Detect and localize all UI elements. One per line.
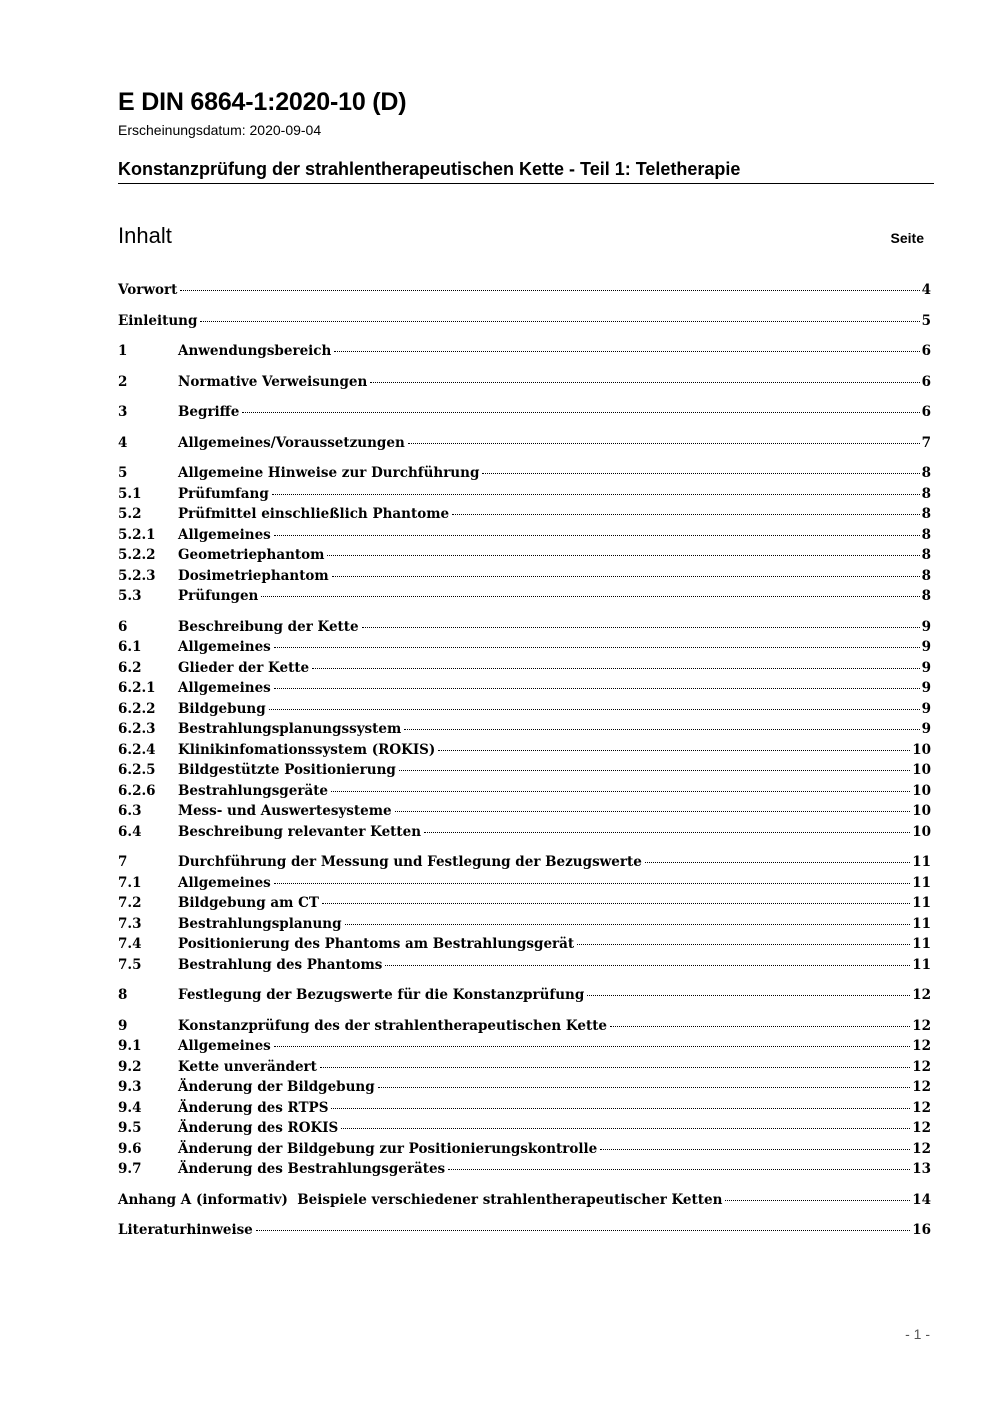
- toc-entry-page: 12: [912, 1120, 931, 1136]
- toc-entry[interactable]: [118, 985, 931, 1006]
- toc-leader: [332, 576, 920, 577]
- toc-entry-page: 5: [921, 312, 931, 329]
- toc-entry-page: 6: [921, 404, 931, 420]
- toc-entry-label: Allgemeines: [178, 1038, 271, 1054]
- toc-entry-page: 10: [912, 803, 931, 819]
- toc-entry[interactable]: [118, 280, 931, 301]
- toc-entry-number: 6: [118, 618, 128, 635]
- toc-entry-number: 5: [118, 465, 128, 481]
- toc-entry-label: Glieder der Kette: [178, 659, 310, 676]
- toc-leader: [482, 473, 919, 474]
- toc-entry-page: 11: [912, 874, 931, 891]
- toc-entry-label: Bestrahlungsplanung: [178, 915, 342, 932]
- toc-entry-number: 9.7: [118, 1161, 142, 1177]
- toc-entry-number: 6.2.2: [118, 700, 156, 717]
- toc-entry-number: 7.5: [118, 956, 142, 973]
- toc-entry-label: Bildgebung am CT: [178, 895, 319, 911]
- toc-leader: [331, 791, 910, 792]
- toc-entry-number: 5.2.2: [118, 547, 156, 563]
- toc-entry-label: Änderung der Bildgebung: [178, 1079, 375, 1095]
- toc-entry-label: Durchführung der Messung und Festlegung der Bezugswerte: [178, 854, 642, 870]
- toc-entry-page: 8: [921, 588, 931, 604]
- toc-entry-page: 11: [912, 854, 931, 870]
- toc-entry[interactable]: [118, 760, 931, 781]
- toc-leader: [610, 1026, 910, 1027]
- toc-entry-number: 4: [118, 434, 128, 451]
- toc-entry-page: 8: [921, 526, 931, 543]
- toc-entry-label: Änderung des RTPS: [178, 1099, 329, 1116]
- toc-entry-page: 12: [912, 987, 931, 1003]
- toc-entry-page: 9: [921, 700, 931, 717]
- toc-entry-label: Vorwort: [118, 282, 178, 298]
- toc-entry-label: Bestrahlung des Phantoms: [178, 956, 383, 973]
- toc-entry[interactable]: [118, 893, 931, 914]
- toc-entry-number: 6.4: [118, 823, 142, 840]
- toc-entry-label: Allgemeines: [178, 526, 271, 543]
- toc-entry[interactable]: [118, 545, 931, 566]
- toc-entry-label: Festlegung der Bezugswerte für die Konstanzprüfung: [178, 987, 585, 1003]
- toc-entry[interactable]: [118, 873, 931, 894]
- toc-leader: [180, 290, 919, 291]
- toc-entry-number: 7.4: [118, 936, 142, 952]
- toc-entry-number: 9.1: [118, 1038, 142, 1054]
- toc-entry[interactable]: [118, 525, 931, 546]
- toc-entry-page: 10: [912, 762, 931, 778]
- toc-entry-page: 9: [921, 639, 931, 655]
- toc-entry-number: 6.2.4: [118, 741, 156, 758]
- document-id: E DIN 6864-1:2020-10 (D): [118, 88, 407, 116]
- toc-entry-number: 7.3: [118, 915, 142, 932]
- toc-entry[interactable]: [118, 586, 931, 607]
- toc-entry-number: 2: [118, 373, 128, 390]
- toc-entry[interactable]: [118, 1159, 931, 1180]
- title-divider: [118, 183, 934, 184]
- toc-entry[interactable]: [118, 311, 931, 332]
- toc-entry[interactable]: [118, 433, 931, 454]
- toc-entry[interactable]: [118, 955, 931, 976]
- toc-entry-number: 8: [118, 987, 128, 1003]
- toc-leader: [256, 1230, 910, 1231]
- toc-entry-page: 16: [912, 1222, 931, 1238]
- toc-entry-label: Änderung des ROKIS: [178, 1120, 339, 1136]
- toc-entry[interactable]: [118, 801, 931, 822]
- toc-leader: [395, 811, 911, 812]
- toc-leader: [272, 494, 920, 495]
- toc-entry-page: 8: [921, 547, 931, 563]
- toc-entry-label: Allgemeine Hinweise zur Durchführung: [178, 465, 480, 481]
- toc-entry-label: Kette unverändert: [178, 1058, 317, 1075]
- toc-leader: [362, 627, 920, 628]
- toc-entry-label: Prüfungen: [178, 588, 259, 604]
- toc-entry-label: Änderung des Bestrahlungsgerätes: [178, 1161, 446, 1177]
- toc-entry[interactable]: [118, 678, 931, 699]
- toc-leader: [320, 1067, 910, 1068]
- toc-entry-number: 9: [118, 1017, 128, 1034]
- toc-entry-page: 10: [912, 823, 931, 840]
- toc-entry-page: 13: [912, 1161, 931, 1177]
- toc-leader: [370, 382, 919, 383]
- toc-leader: [399, 770, 910, 771]
- toc-entry[interactable]: [118, 1220, 931, 1241]
- toc-leader: [448, 1169, 910, 1170]
- toc-entry[interactable]: [118, 740, 931, 761]
- toc-entry[interactable]: [118, 658, 931, 679]
- toc-leader: [385, 965, 910, 966]
- toc-entry[interactable]: [118, 781, 931, 802]
- toc-entry-number: 7.1: [118, 874, 142, 891]
- toc-leader: [322, 903, 910, 904]
- toc-entry-number: 5.1: [118, 485, 142, 502]
- toc-entry-label: Begriffe: [178, 404, 240, 420]
- toc-leader: [577, 944, 910, 945]
- toc-entry-label: Änderung der Bildgebung zur Positionierungskontrolle: [178, 1140, 598, 1157]
- toc-entry[interactable]: [118, 617, 931, 638]
- toc-entry-label: Allgemeines: [178, 639, 271, 655]
- toc-entry[interactable]: [118, 484, 931, 505]
- toc-leader: [274, 883, 910, 884]
- toc-entry-number: 9.3: [118, 1079, 142, 1095]
- toc-entry-page: 11: [912, 956, 931, 973]
- toc-entry-page: 8: [921, 465, 931, 481]
- toc-entry-label: Allgemeines: [178, 874, 271, 891]
- toc-leader: [341, 1128, 910, 1129]
- toc-entry-number: 9.6: [118, 1140, 142, 1157]
- toc-entry[interactable]: [118, 822, 931, 843]
- toc-entry-number: 5.2.1: [118, 526, 156, 543]
- toc-entry[interactable]: [118, 341, 931, 362]
- toc-entry-label: Anwendungsbereich: [178, 343, 332, 359]
- toc-entry-page: 12: [912, 1099, 931, 1116]
- toc-entry-page: 14: [912, 1191, 931, 1208]
- toc-entry-page: 7: [921, 434, 931, 451]
- toc-page-column-label: Seite: [890, 230, 924, 246]
- toc-entry-page: 12: [912, 1058, 931, 1075]
- toc-entry-label: Anhang A (informativ) Beispiele verschiedener strahlentherapeutischer Ketten: [118, 1191, 723, 1208]
- toc-entry[interactable]: [118, 852, 931, 873]
- toc-leader: [645, 862, 910, 863]
- toc-heading: Inhalt: [118, 223, 172, 248]
- toc-entry-label: Klinikinfomationssystem (ROKIS): [178, 741, 436, 758]
- publication-date: Erscheinungsdatum: 2020-09-04: [118, 122, 322, 138]
- toc-entry-number: 6.3: [118, 803, 142, 819]
- toc-leader: [274, 647, 920, 648]
- toc-entry[interactable]: [118, 1190, 931, 1211]
- toc-entry[interactable]: [118, 637, 931, 658]
- toc-entry-label: Beschreibung relevanter Ketten: [178, 823, 422, 840]
- toc-entry-number: 6.2: [118, 659, 142, 676]
- toc-entry-page: 9: [921, 721, 931, 737]
- toc-entry-page: 11: [912, 895, 931, 911]
- toc-entry-page: 9: [921, 618, 931, 635]
- toc-entry[interactable]: [118, 1036, 931, 1057]
- toc-entry-page: 12: [912, 1038, 931, 1054]
- toc-entry[interactable]: [118, 719, 931, 740]
- toc-entry-number: 7: [118, 854, 128, 870]
- toc-entry-number: 9.5: [118, 1120, 142, 1136]
- page-number: - 1 -: [905, 1326, 930, 1342]
- toc-leader: [345, 924, 911, 925]
- toc-entry[interactable]: [118, 566, 931, 587]
- toc-entry[interactable]: [118, 463, 931, 484]
- toc-entry-page: 11: [912, 936, 931, 952]
- toc-entry-page: 9: [921, 659, 931, 676]
- toc-leader: [725, 1200, 910, 1201]
- toc-leader: [261, 596, 919, 597]
- toc-entry-number: 6.2.5: [118, 762, 156, 778]
- toc-entry-page: 12: [912, 1017, 931, 1034]
- toc-entry-label: Einleitung: [118, 312, 198, 329]
- toc-entry-number: 5.2: [118, 506, 142, 522]
- toc-entry-page: 8: [921, 506, 931, 522]
- document-title: Konstanzprüfung der strahlentherapeutischen Kette - Teil 1: Teletherapie: [118, 159, 741, 179]
- toc-leader: [452, 514, 919, 515]
- toc-leader: [274, 1046, 910, 1047]
- toc-entry[interactable]: [118, 1016, 931, 1037]
- toc-entry-label: Konstanzprüfung des der strahlentherapeutischen Kette: [178, 1017, 608, 1034]
- toc-entry[interactable]: [118, 372, 931, 393]
- toc-entry-label: Prüfumfang: [178, 485, 269, 502]
- toc-entry-number: 9.4: [118, 1099, 142, 1116]
- toc-leader: [378, 1087, 911, 1088]
- toc-entry-page: 10: [912, 741, 931, 758]
- toc-leader: [274, 688, 920, 689]
- toc-entry-label: Literaturhinweise: [118, 1222, 253, 1238]
- toc-entry[interactable]: [118, 934, 931, 955]
- toc-entry-number: 9.2: [118, 1058, 142, 1075]
- toc-entry-label: Prüfmittel einschließlich Phantome: [178, 506, 450, 522]
- toc-entry-label: Dosimetriephantom: [178, 567, 329, 584]
- toc-entry[interactable]: [118, 504, 931, 525]
- toc-leader: [200, 321, 919, 322]
- toc-entry[interactable]: [118, 1118, 931, 1139]
- toc-entry-number: 6.2.6: [118, 782, 156, 799]
- toc-entry-number: 6.2.3: [118, 721, 156, 737]
- toc-entry[interactable]: [118, 1077, 931, 1098]
- toc-entry-number: 1: [118, 343, 128, 359]
- toc-entry-page: 12: [912, 1140, 931, 1157]
- toc-entry-page: 9: [921, 680, 931, 696]
- toc-entry[interactable]: [118, 699, 931, 720]
- toc-leader: [404, 729, 919, 730]
- toc-entry-label: Bestrahlungsplanungssystem: [178, 721, 402, 737]
- table-of-contents: [118, 280, 931, 1241]
- toc-leader: [408, 443, 920, 444]
- toc-entry-label: Allgemeines/Voraussetzungen: [178, 434, 405, 451]
- toc-leader: [242, 412, 919, 413]
- toc-leader: [334, 351, 919, 352]
- toc-entry-number: 5.3: [118, 588, 142, 604]
- toc-entry[interactable]: [118, 1057, 931, 1078]
- toc-entry-label: Allgemeines: [178, 680, 271, 696]
- toc-entry-page: 11: [912, 915, 931, 932]
- toc-entry-label: Positionierung des Phantoms am Bestrahlungsgerät: [178, 936, 575, 952]
- toc-entry-label: Normative Verweisungen: [178, 373, 368, 390]
- toc-entry[interactable]: [118, 914, 931, 935]
- toc-entry-page: 8: [921, 485, 931, 502]
- toc-entry-label: Mess- und Auswertesysteme: [178, 803, 392, 819]
- toc-leader: [274, 535, 920, 536]
- toc-entry[interactable]: [118, 402, 931, 423]
- toc-entry-label: Geometriephantom: [178, 547, 325, 563]
- toc-entry[interactable]: [118, 1098, 931, 1119]
- toc-leader: [438, 750, 910, 751]
- toc-entry-number: 5.2.3: [118, 567, 156, 584]
- toc-leader: [327, 555, 919, 556]
- toc-entry-page: 12: [912, 1079, 931, 1095]
- toc-entry-label: Bildgestützte Positionierung: [178, 762, 396, 778]
- toc-entry-number: 3: [118, 404, 128, 420]
- toc-leader: [424, 832, 910, 833]
- toc-leader: [600, 1149, 910, 1150]
- toc-entry-number: 6.2.1: [118, 680, 156, 696]
- toc-entry-label: Bildgebung: [178, 700, 266, 717]
- toc-entry-label: Beschreibung der Kette: [178, 618, 359, 635]
- toc-entry-page: 10: [912, 782, 931, 799]
- toc-entry[interactable]: [118, 1139, 931, 1160]
- toc-leader: [269, 709, 920, 710]
- toc-entry-page: 6: [921, 343, 931, 359]
- toc-leader: [587, 995, 910, 996]
- toc-entry-number: 7.2: [118, 895, 142, 911]
- toc-entry-number: 6.1: [118, 639, 142, 655]
- toc-leader: [331, 1108, 910, 1109]
- toc-entry-label: Bestrahlungsgeräte: [178, 782, 329, 799]
- toc-entry-page: 6: [921, 373, 931, 390]
- toc-entry-page: 4: [921, 282, 931, 298]
- toc-leader: [312, 668, 919, 669]
- toc-entry-page: 8: [921, 567, 931, 584]
